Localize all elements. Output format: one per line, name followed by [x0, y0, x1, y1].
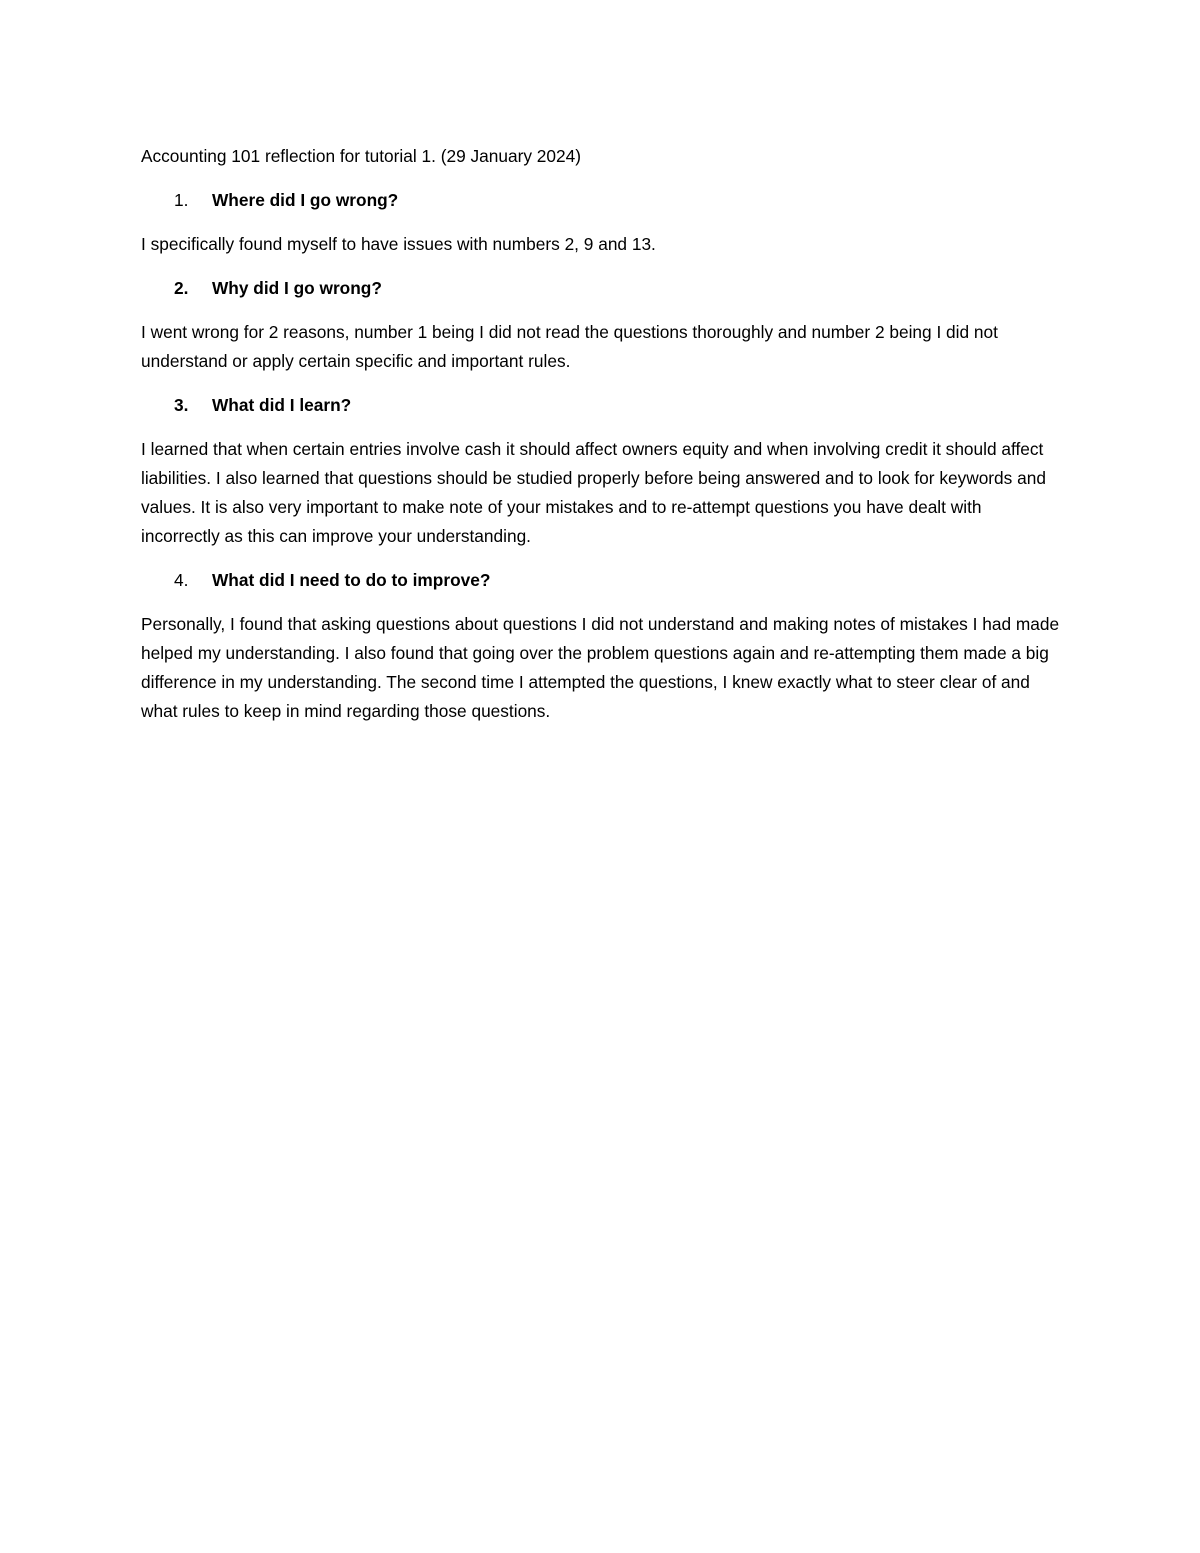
answer-paragraph: Personally, I found that asking questions about questions I did not understand and making notes of mistakes I had made helped my understanding. I also found that going over the problem questions again and re-attempting them made a big difference in my understanding. The second time I attempted the questions, I knew exactly what to steer clear of and what rules to keep in mind regarding those questions. — [141, 614, 1060, 721]
question-heading — [141, 391, 1061, 420]
answer-paragraph: I specifically found myself to have issues with numbers 2, 9 and 13. — [141, 234, 656, 254]
question-text: Why did I go wrong? — [212, 278, 382, 298]
section-why-wrong — [141, 274, 1061, 376]
question-number: 2. — [174, 278, 189, 298]
answer-paragraph: I learned that when certain entries involve cash it should affect owners equity and when involving credit it should affect liabilities. I also learned that questions should be studied properly before being answered and to look for keywords and values. It is also very important to make note of your mistakes and to re-attempt questions you have dealt with incorrectly as this can improve your understanding. — [141, 439, 1046, 546]
answer-paragraph: I went wrong for 2 reasons, number 1 being I did not read the questions thoroughly and number 2 being I did not understand or apply certain specific and important rules. — [141, 322, 998, 371]
document-body — [141, 142, 1061, 726]
question-number: 3. — [174, 395, 189, 415]
question-text: Where did I go wrong? — [212, 190, 399, 210]
question-heading — [141, 274, 1061, 303]
document-title: Accounting 101 reflection for tutorial 1. (29 January 2024) — [141, 146, 581, 166]
section-what-learned — [141, 391, 1061, 551]
section-how-improve — [141, 566, 1061, 726]
section-where-wrong — [141, 186, 1061, 259]
question-text: What did I need to do to improve? — [212, 570, 491, 590]
question-number: 4. — [174, 570, 189, 590]
question-heading — [141, 566, 1061, 595]
question-heading — [141, 186, 1061, 215]
question-number: 1. — [174, 190, 189, 210]
question-text: What did I learn? — [212, 395, 352, 415]
